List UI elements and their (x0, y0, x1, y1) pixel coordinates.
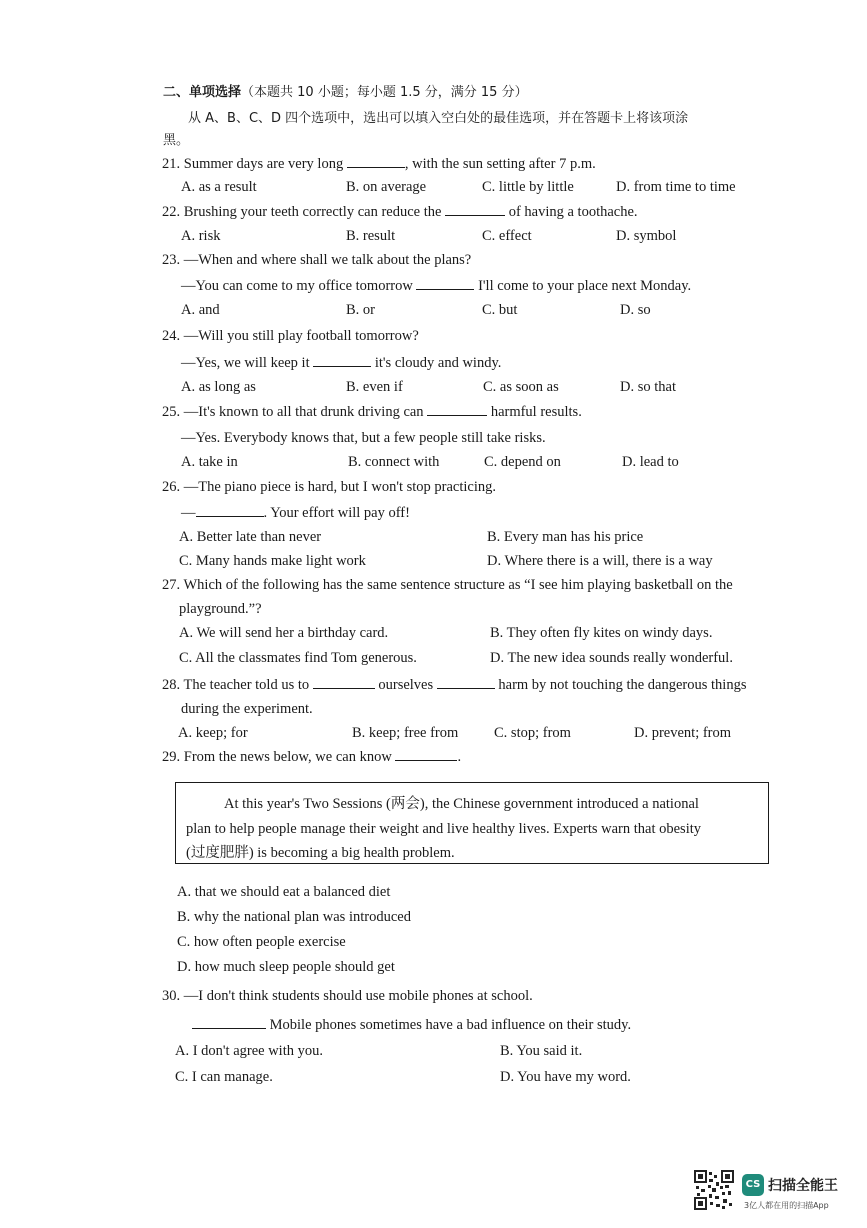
answer-blank (192, 1016, 266, 1029)
q22-option-b: B. result (346, 228, 396, 244)
q27-option-b: B. They often fly kites on windy days. (490, 625, 713, 641)
q25-option-a: A. take in (181, 454, 238, 470)
question-25-stem: 25. —It's known to all that drunk driving can harmful results. (162, 404, 582, 420)
q29-option-d: D. how much sleep people should get (177, 959, 395, 975)
q26-option-a: A. Better late than never (179, 529, 322, 545)
q28-option-c: C. stop; from (494, 725, 571, 741)
q24-option-b: B. even if (346, 379, 403, 395)
news-line-2: plan to help people manage their weight and live healthy lives. Experts warn that obesity (186, 821, 702, 837)
question-28-line2: during the experiment. (181, 701, 313, 717)
section-scoring: （本题共 10 小题；每小题 1.5 分，满分 15 分） (241, 85, 528, 100)
q21-option-b: B. on average (346, 179, 427, 195)
q30-option-d: D. You have my word. (500, 1069, 631, 1085)
brand-name: 扫描全能王 (768, 1178, 838, 1194)
question-29-stem: 29. From the news below, we can know . (162, 749, 462, 765)
q21-option-c: C. little by little (482, 179, 574, 195)
q21-option-a: A. as a result (181, 179, 257, 195)
answer-blank (416, 277, 474, 290)
camscanner-logo-icon: CS (742, 1174, 764, 1196)
question-24-stem: —Yes, we will keep it it's cloudy and windy. (181, 355, 502, 371)
question-24-line1: 24. —Will you still play football tomorrow? (162, 328, 419, 344)
q26-option-c: C. Many hands make light work (179, 553, 366, 569)
q30-option-c: C. I can manage. (175, 1069, 273, 1085)
section-title-text: 二、单项选择 (163, 85, 242, 100)
q30-option-a: A. I don't agree with you. (175, 1043, 323, 1059)
q27-option-d: D. The new idea sounds really wonderful. (490, 650, 733, 666)
news-line-3: (过度肥胖) is becoming a big health problem. (186, 845, 455, 861)
q25-option-b: B. connect with (348, 454, 440, 470)
q23-option-b: B. or (346, 302, 375, 318)
section-instruction-2: 黑。 (163, 133, 190, 148)
q26-option-b: B. Every man has his price (487, 529, 644, 545)
question-27-line2: playground.”? (179, 601, 262, 617)
question-23-stem: —You can come to my office tomorrow I'll come to your place next Monday. (181, 278, 692, 294)
answer-blank (313, 676, 375, 689)
answer-blank (196, 504, 264, 517)
question-23-line1: 23. —When and where shall we talk about the plans? (162, 252, 472, 268)
answer-blank (445, 203, 505, 216)
answer-blank (313, 354, 371, 367)
q23-option-d: D. so (620, 302, 651, 318)
scanner-watermark (694, 1170, 864, 1220)
question-26-line1: 26. —The piano piece is hard, but I won't stop practicing. (162, 479, 497, 495)
q23-option-a: A. and (181, 302, 220, 318)
question-22-stem: 22. Brushing your teeth correctly can reduce the of having a toothache. (162, 204, 638, 220)
q29-option-b: B. why the national plan was introduced (177, 909, 411, 925)
news-line-1: At this year's Two Sessions (两会), the Chinese government introduced a national (224, 796, 699, 812)
section-title (163, 84, 528, 102)
qr-code-icon (694, 1170, 734, 1210)
question-30-line1: 30. —I don't think students should use mobile phones at school. (162, 988, 533, 1004)
q22-option-a: A. risk (181, 228, 221, 244)
question-28-stem: 28. The teacher told us to ourselves harm by not touching the dangerous things (162, 677, 747, 693)
q24-option-c: C. as soon as (483, 379, 559, 395)
q24-option-a: A. as long as (181, 379, 256, 395)
q29-option-c: C. how often people exercise (177, 934, 346, 950)
q28-option-a: A. keep; for (178, 725, 248, 741)
question-30-stem: Mobile phones sometimes have a bad influence on their study. (192, 1016, 631, 1034)
q22-option-d: D. symbol (616, 228, 677, 244)
question-26-stem: — . Your effort will pay off! (181, 505, 410, 521)
q22-option-c: C. effect (482, 228, 532, 244)
q27-option-a: A. We will send her a birthday card. (179, 625, 389, 641)
section-instruction-1: 从 A、B、C、D 四个选项中，选出可以填入空白处的最佳选项，并在答题卡上将该项涂 (188, 111, 689, 126)
q24-option-d: D. so that (620, 379, 676, 395)
q25-option-d: D. lead to (622, 454, 679, 470)
question-27-line1: 27. Which of the following has the same sentence structure as “I see him playing basketball on the (162, 577, 733, 593)
brand-tagline: 3亿人都在用的扫描App (744, 1201, 829, 1210)
q30-option-b: B. You said it. (500, 1043, 583, 1059)
answer-blank (347, 155, 405, 168)
question-21-stem: 21. Summer days are very long , with the sun setting after 7 p.m. (162, 156, 596, 172)
q21-option-d: D. from time to time (616, 179, 736, 195)
answer-blank (437, 676, 495, 689)
q23-option-c: C. but (482, 302, 518, 318)
answer-blank (395, 748, 457, 761)
news-box (175, 782, 769, 864)
q27-option-c: C. All the classmates find Tom generous. (179, 650, 417, 666)
q29-option-a: A. that we should eat a balanced diet (177, 884, 391, 900)
q28-option-d: D. prevent; from (634, 725, 732, 741)
q26-option-d: D. Where there is a will, there is a way (487, 553, 713, 569)
q28-option-b: B. keep; free from (352, 725, 459, 741)
answer-blank (427, 403, 487, 416)
q25-option-c: C. depend on (484, 454, 561, 470)
question-25-line2: —Yes. Everybody knows that, but a few people still take risks. (181, 430, 546, 446)
